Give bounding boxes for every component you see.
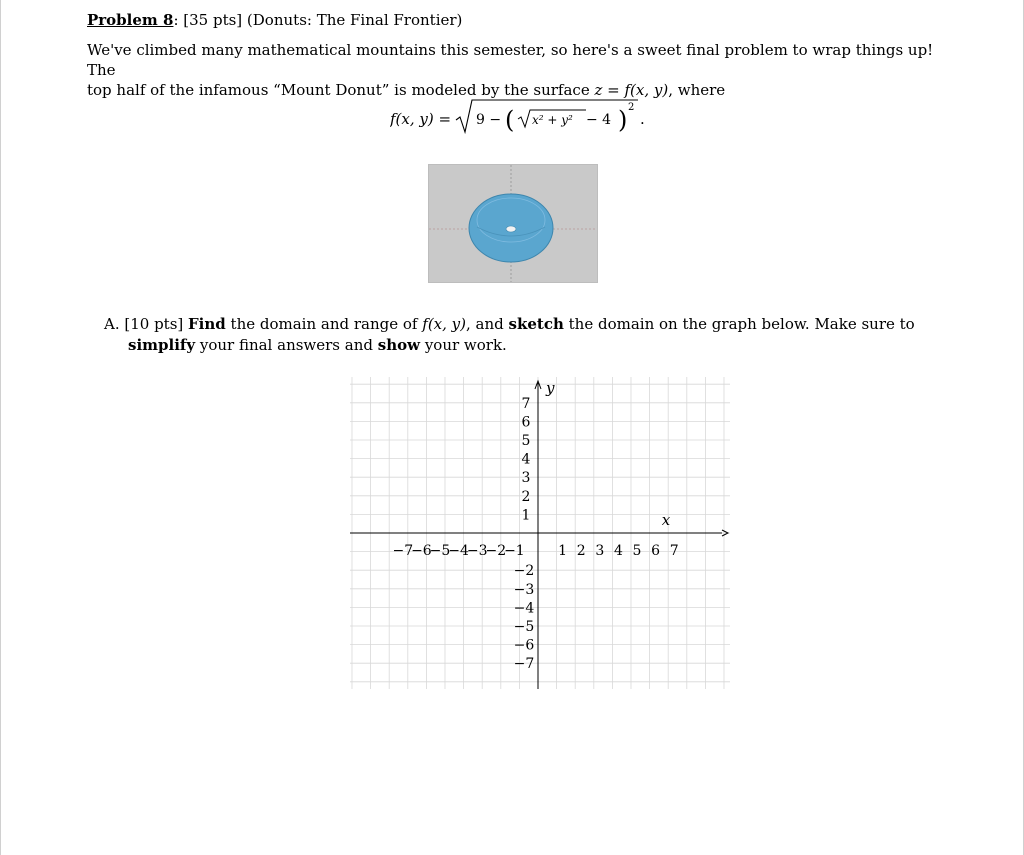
x-tick-label: −1 bbox=[504, 543, 525, 559]
function-formula bbox=[390, 98, 650, 142]
x-tick-label: 5 bbox=[632, 543, 642, 559]
intro-line-2-text: top half of the infamous “Mount Donut” is modeled by the surface bbox=[87, 81, 595, 99]
y-tick-label: 7 bbox=[521, 395, 531, 412]
y-tick-label: 4 bbox=[521, 451, 531, 468]
y-tick-label: 2 bbox=[521, 488, 531, 505]
part-a-text-1: the domain and range of bbox=[225, 315, 423, 333]
surface-equation: z = f(x, y) bbox=[594, 81, 669, 99]
show-keyword: show bbox=[377, 336, 421, 354]
formula-exponent: 2 bbox=[628, 102, 635, 113]
problem-points-title: : [35 pts] (Donuts: The Final Frontier) bbox=[173, 11, 463, 29]
x-tick-label: −3 bbox=[466, 543, 488, 559]
y-tick-label: 3 bbox=[521, 470, 531, 487]
y-tick-label: −5 bbox=[513, 619, 535, 635]
part-a-function: f(x, y) bbox=[422, 315, 466, 333]
y-tick-label: 1 bbox=[521, 507, 531, 524]
x-tick-label: −7 bbox=[392, 543, 414, 559]
y-tick-label: −4 bbox=[513, 600, 535, 617]
y-tick-label: −3 bbox=[513, 581, 535, 598]
coordinate-plane[interactable] bbox=[350, 377, 730, 689]
y-axis-label: y bbox=[546, 379, 555, 397]
x-axis-label: x bbox=[661, 511, 671, 529]
simplify-keyword: simplify bbox=[128, 336, 196, 354]
y-tick-label: 6 bbox=[521, 414, 531, 431]
x-tick-label: −4 bbox=[448, 543, 469, 559]
sketch-keyword: sketch bbox=[508, 315, 564, 333]
donut-surface-image bbox=[428, 164, 598, 283]
y-tick-label: −6 bbox=[513, 637, 535, 654]
domain-sketch-grid[interactable] bbox=[350, 377, 730, 689]
y-tick-label: −7 bbox=[513, 656, 535, 673]
formula-nine: 9 − bbox=[476, 112, 502, 128]
x-tick-label: −6 bbox=[411, 543, 432, 559]
formula-period: . bbox=[640, 110, 645, 128]
part-a-text-3: the domain on the graph below. Make sure to bbox=[563, 315, 915, 333]
part-a-text-2: , and bbox=[466, 315, 509, 333]
intro-line-2 bbox=[87, 80, 947, 100]
formula-right-paren: ) bbox=[618, 106, 628, 134]
x-tick-label: −5 bbox=[429, 543, 451, 559]
part-a-line-2 bbox=[104, 335, 934, 356]
page-left-edge bbox=[0, 0, 1, 855]
intro-paragraph bbox=[87, 40, 947, 100]
y-tick-label: −2 bbox=[513, 563, 535, 580]
donut-hole bbox=[506, 226, 516, 232]
problem-heading bbox=[87, 11, 462, 29]
find-keyword: Find bbox=[188, 315, 226, 333]
y-tick-label: 5 bbox=[521, 433, 531, 449]
x-tick-label: 1 bbox=[558, 543, 568, 559]
formula-lhs: f(x, y) = bbox=[390, 110, 452, 128]
formula-minus-four: − 4 bbox=[586, 112, 612, 128]
intro-line-1: We've climbed many mathematical mountains this semester, so here's a sweet final problem to wrap things up! The bbox=[87, 41, 934, 79]
part-a-text-4: your final answers and bbox=[195, 336, 378, 354]
x-tick-label: 3 bbox=[595, 543, 605, 559]
formula-inner: x² + y² bbox=[532, 113, 573, 127]
formula-left-paren: ( bbox=[505, 106, 515, 134]
part-a-line-1 bbox=[104, 314, 934, 335]
x-tick-label: 6 bbox=[651, 543, 661, 559]
x-tick-label: 4 bbox=[613, 543, 623, 559]
formula-svg bbox=[390, 98, 650, 138]
part-a-question bbox=[104, 314, 934, 356]
intro-line-2-end: , where bbox=[668, 81, 726, 99]
part-a-text-5: your work. bbox=[420, 336, 507, 354]
part-a-prefix: A. [10 pts] bbox=[104, 315, 189, 333]
x-tick-label: 2 bbox=[576, 543, 586, 559]
problem-label: Problem 8 bbox=[87, 11, 174, 29]
donut-plot-svg bbox=[429, 165, 597, 282]
x-tick-label: −2 bbox=[485, 543, 507, 559]
x-tick-label: 7 bbox=[669, 543, 679, 559]
